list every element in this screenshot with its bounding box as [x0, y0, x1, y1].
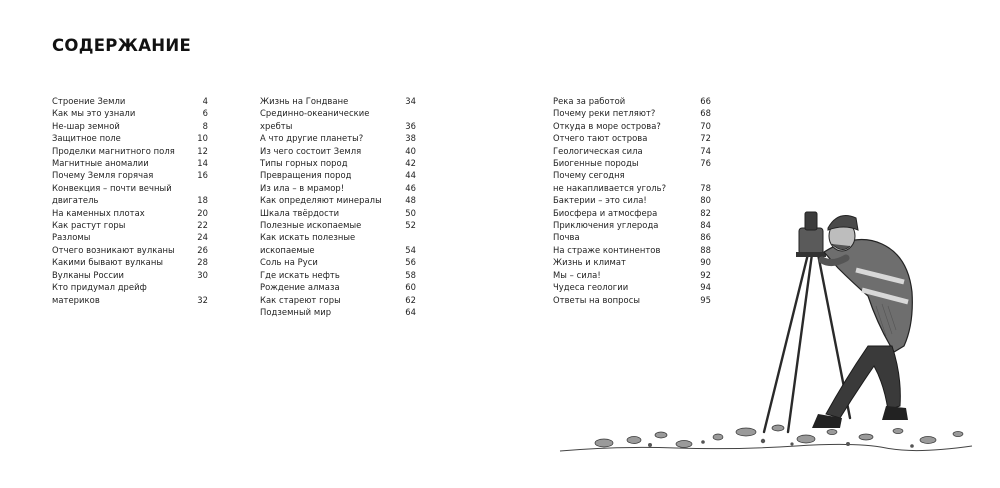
page-title: СОДЕРЖАНИЕ — [52, 36, 192, 55]
toc-entry-title: Мы – сила! — [553, 269, 601, 280]
toc-entry-title: Превращения пород — [260, 170, 352, 181]
toc-entry-page: 40 — [405, 145, 416, 156]
toc-entry-page: 82 — [700, 207, 711, 218]
toc-entry-page: 70 — [700, 120, 711, 131]
toc-entry-page: 66 — [700, 96, 711, 106]
toc-entry-page: 48 — [405, 195, 416, 206]
toc-entry[interactable] — [52, 132, 208, 144]
toc-entry-page: 22 — [197, 220, 208, 231]
toc-entry-title: Строение Земли — [52, 96, 126, 106]
toc-entry-title: Не-шар земной — [52, 120, 120, 131]
toc-column-1 — [52, 95, 208, 306]
toc-entry[interactable] — [260, 107, 416, 132]
toc-entry-title: Река за работой — [553, 96, 626, 106]
toc-entry[interactable] — [52, 269, 208, 281]
toc-entry-title: Кто придумал дрейф материков — [52, 282, 147, 305]
toc-entry[interactable] — [260, 182, 416, 194]
toc-entry-page: 32 — [197, 294, 208, 305]
toc-entry-title: Вулканы России — [52, 269, 124, 280]
toc-entry[interactable] — [260, 169, 416, 181]
toc-entry-title: Почему Земля горячая — [52, 170, 154, 181]
toc-entry[interactable] — [52, 120, 208, 132]
toc-entry-title: Чудеса геологии — [553, 282, 629, 293]
toc-entry[interactable] — [553, 95, 711, 107]
toc-entry[interactable] — [260, 95, 416, 107]
toc-entry-page: 92 — [700, 269, 711, 280]
toc-entry-page: 10 — [197, 133, 208, 144]
toc-entry[interactable] — [260, 157, 416, 169]
toc-entry[interactable] — [52, 145, 208, 157]
toc-entry-title: Почему сегодня не накапливается уголь? — [553, 170, 667, 193]
toc-entry-title: Ответы на вопросы — [553, 294, 641, 305]
toc-entry[interactable] — [553, 169, 711, 194]
toc-entry-title: Как растут горы — [52, 220, 126, 231]
toc-entry-title: Разломы — [52, 232, 91, 243]
toc-entry[interactable] — [52, 207, 208, 219]
toc-entry-page: 20 — [197, 207, 208, 218]
toc-entry-title: Шкала твёрдости — [260, 207, 340, 218]
toc-entry[interactable] — [260, 231, 416, 256]
toc-entry-page: 76 — [700, 158, 711, 169]
toc-entry-page: 14 — [197, 158, 208, 169]
toc-entry[interactable] — [260, 145, 416, 157]
toc-entry-title: Биогенные породы — [553, 158, 639, 169]
toc-entry-title: Как определяют минералы — [260, 195, 382, 206]
toc-entry[interactable] — [553, 145, 711, 157]
toc-entry-page: 58 — [405, 269, 416, 280]
toc-entry[interactable] — [52, 256, 208, 268]
toc-entry-page: 30 — [197, 269, 208, 280]
toc-entry-title: Жизнь на Гондване — [260, 96, 349, 106]
toc-entry[interactable] — [52, 281, 208, 306]
toc-entry[interactable] — [52, 244, 208, 256]
toc-entry-title: Из чего состоит Земля — [260, 145, 362, 156]
toc-entry[interactable] — [52, 182, 208, 207]
toc-entry[interactable] — [553, 157, 711, 169]
toc-entry-title: На страже континентов — [553, 244, 661, 255]
toc-entry-title: Конвекция – почти вечный двигатель — [52, 182, 172, 206]
toc-entry-title: Соль на Руси — [260, 257, 318, 268]
toc-entry-page: 46 — [405, 182, 416, 193]
toc-entry-title: Магнитные аномалии — [52, 158, 149, 169]
toc-entry-page: 12 — [197, 145, 208, 156]
toc-entry-title: Подземный мир — [260, 306, 332, 317]
toc-entry-title: Защитное поле — [52, 133, 121, 144]
surveyor-illustration — [556, 196, 976, 466]
toc-entry-title: На каменных плотах — [52, 207, 145, 218]
toc-entry-page: 24 — [197, 232, 208, 243]
toc-entry-title: Полезные ископаемые — [260, 220, 362, 231]
toc-entry[interactable] — [260, 207, 416, 219]
toc-entry-title: Как искать полезные ископаемые — [260, 232, 356, 255]
toc-entry-page: 68 — [700, 108, 711, 119]
toc-column-2 — [260, 95, 416, 318]
toc-entry-page: 28 — [197, 257, 208, 268]
toc-entry-title: Какими бывают вулканы — [52, 257, 164, 268]
toc-entry[interactable] — [260, 219, 416, 231]
toc-entry-title: Проделки магнитного поля — [52, 145, 175, 156]
toc-entry-page: 78 — [700, 182, 711, 193]
toc-entry-title: Бактерии – это сила! — [553, 195, 647, 206]
toc-entry-page: 4 — [202, 96, 208, 106]
toc-entry[interactable] — [553, 120, 711, 132]
toc-entry-page: 8 — [202, 120, 208, 131]
toc-entry-title: Как стареют горы — [260, 294, 341, 305]
toc-entry[interactable] — [260, 194, 416, 206]
toc-entry[interactable] — [260, 269, 416, 281]
toc-entry[interactable] — [553, 107, 711, 119]
toc-entry-title: Срединно-океанические хребты — [260, 108, 370, 131]
toc-entry-page: 36 — [405, 120, 416, 131]
toc-entry-page: 72 — [700, 133, 711, 144]
toc-entry-title: Почему реки петляют? — [553, 108, 656, 119]
toc-entry-title: А что другие планеты? — [260, 133, 364, 144]
toc-entry[interactable] — [260, 281, 416, 293]
toc-entry-page: 16 — [197, 170, 208, 181]
toc-entry[interactable] — [52, 169, 208, 181]
toc-entry-title: Отчего возникают вулканы — [52, 244, 175, 255]
toc-entry-page: 62 — [405, 294, 416, 305]
toc-entry-title: Типы горных пород — [260, 158, 348, 169]
toc-entry-page: 95 — [700, 294, 711, 305]
toc-entry[interactable] — [553, 132, 711, 144]
toc-entry[interactable] — [260, 256, 416, 268]
toc-entry-page: 50 — [405, 207, 416, 218]
toc-entry-title: Биосфера и атмосфера — [553, 207, 658, 218]
toc-entry[interactable] — [52, 107, 208, 119]
toc-entry[interactable] — [52, 95, 208, 107]
toc-entry-page: 56 — [405, 257, 416, 268]
toc-entry-title: Рождение алмаза — [260, 282, 340, 293]
toc-entry-page: 38 — [405, 133, 416, 144]
toc-entry[interactable] — [260, 132, 416, 144]
toc-entry-title: Жизнь и климат — [553, 257, 626, 268]
toc-entry-page: 52 — [405, 220, 416, 231]
toc-entry[interactable] — [260, 294, 416, 306]
toc-entry[interactable] — [52, 219, 208, 231]
toc-entry-page: 74 — [700, 145, 711, 156]
toc-entry[interactable] — [260, 306, 416, 318]
toc-entry-page: 54 — [405, 244, 416, 255]
toc-entry-page: 6 — [202, 108, 208, 119]
toc-entry-page: 26 — [197, 244, 208, 255]
toc-entry-title: Откуда в море острова? — [553, 120, 661, 131]
toc-entry-page: 42 — [405, 158, 416, 169]
toc-entry-page: 44 — [405, 170, 416, 181]
toc-entry-page: 86 — [700, 232, 711, 243]
toc-entry-title: Отчего тают острова — [553, 133, 648, 144]
toc-entry-page: 94 — [700, 282, 711, 293]
toc-entry-page: 34 — [405, 96, 416, 106]
toc-entry-page: 60 — [405, 282, 416, 293]
toc-entry-title: Почва — [553, 232, 580, 243]
toc-entry-page: 88 — [700, 244, 711, 255]
toc-entry-title: Как мы это узнали — [52, 108, 136, 119]
toc-entry[interactable] — [52, 231, 208, 243]
toc-entry-title: Приключения углерода — [553, 220, 659, 231]
toc-entry-page: 90 — [700, 257, 711, 268]
toc-entry-page: 64 — [405, 306, 416, 317]
toc-entry-page: 18 — [197, 195, 208, 206]
toc-entry[interactable] — [52, 157, 208, 169]
toc-entry-page: 84 — [700, 220, 711, 231]
toc-entry-title: Где искать нефть — [260, 269, 340, 280]
toc-entry-title: Геологическая сила — [553, 145, 643, 156]
toc-entry-page: 80 — [700, 195, 711, 206]
toc-entry-title: Из ила – в мрамор! — [260, 182, 345, 193]
